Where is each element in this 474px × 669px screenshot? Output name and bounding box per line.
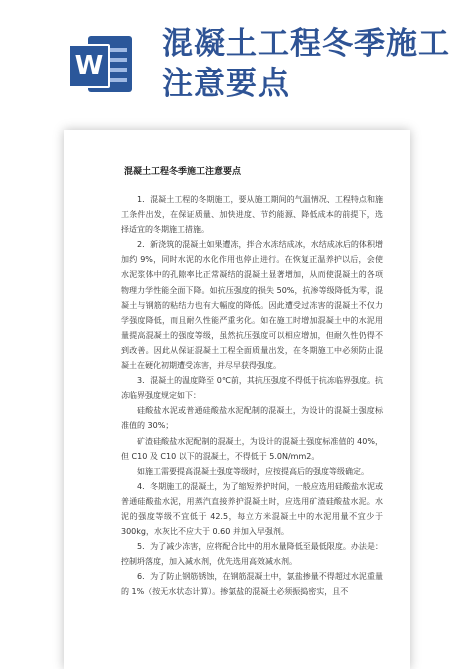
banner-title: 混凝土工程冬季施工注意要点 [162, 26, 450, 102]
paragraph-3: 3．混凝土的温度降至 0℃前，其抗压强度不得低于抗冻临界强度。抗冻临界强度规定如下： [121, 376, 383, 401]
paragraph-3a: 硅酸盐水泥或普通硅酸盐水泥配制的混凝土，为设计的混凝土强度标准值的 30%； [121, 406, 383, 431]
word-badge: W [68, 44, 110, 88]
paragraph-2: 2．新浇筑的混凝土如果遭冻，拌合水冻结成冰，水结成冰后的体积增加约 9%，同时水泥的水化作用也停止进行。在恢复正温养护以后，会使水泥浆体中的孔隙率比正常凝结的混凝土显著增加，从而使混凝土的各项物理力学性能全面下降。如抗压强度的损失 50%，抗渗等级降低为零，混凝土与钢筋的粘结力也有大幅度的降低。因此遭受过冻害的混凝土不仅力学强度降低，而且耐久性能严重劣化。如在施工时增加混凝土中的水泥用量提高混凝土的强度等级，虽然抗压强度可以相应增加，但耐久性仍得不到改善。因此从保证混凝土工程全面质量出发，在冬期施工中必须防止混凝土在硬化初期遭受冻害，并尽早获得强度。 [121, 240, 383, 371]
paragraph-1: 1．混凝土工程的冬期施工，要从施工期间的气温情况、工程特点和施工条件出发，在保证质量、加快进度、节约能源、降低成本的前提下，选择适宜的冬期施工措施。 [121, 195, 383, 235]
paragraph-3c: 如施工需要提高混凝土强度等级时，应按提高后的强度等级确定。 [137, 466, 369, 476]
paragraph-5: 5．为了减少冻害，应将配合比中的用水量降低至最低限度。办法是：控制坍落度，加入减水剂，优先选用高效减水剂。 [121, 542, 383, 567]
paragraph-4: 4．冬期施工的混凝土，为了缩短养护时间，一般应选用硅酸盐水泥或普通硅酸盐水泥，用蒸汽直接养护混凝土时，应选用矿渣硅酸盐水泥。水泥的强度等级不宜低于 42.5，每立方米混凝土中的水泥用量不宜少于 300kg，水灰比不应大于 0.60 并加入早强剂。 [121, 481, 383, 537]
document-body [121, 192, 383, 600]
document-heading: 混凝土工程冬季施工注意要点 [124, 167, 242, 177]
paragraph-6: 6．为了防止钢筋锈蚀，在钢筋混凝土中，氯盐掺量不得超过水泥重量的 1%（按无水状态计算）。掺氯盐的混凝土必须振捣密实，且不 [121, 572, 383, 597]
paragraph-3b: 矿渣硅酸盐水泥配制的混凝土，为设计的混凝土强度标准值的 40%，但 C10 及 C10 以下的混凝土，不得低于 5.0N/mm2。 [121, 436, 383, 461]
document-banner [0, 0, 474, 140]
word-icon [68, 32, 134, 96]
